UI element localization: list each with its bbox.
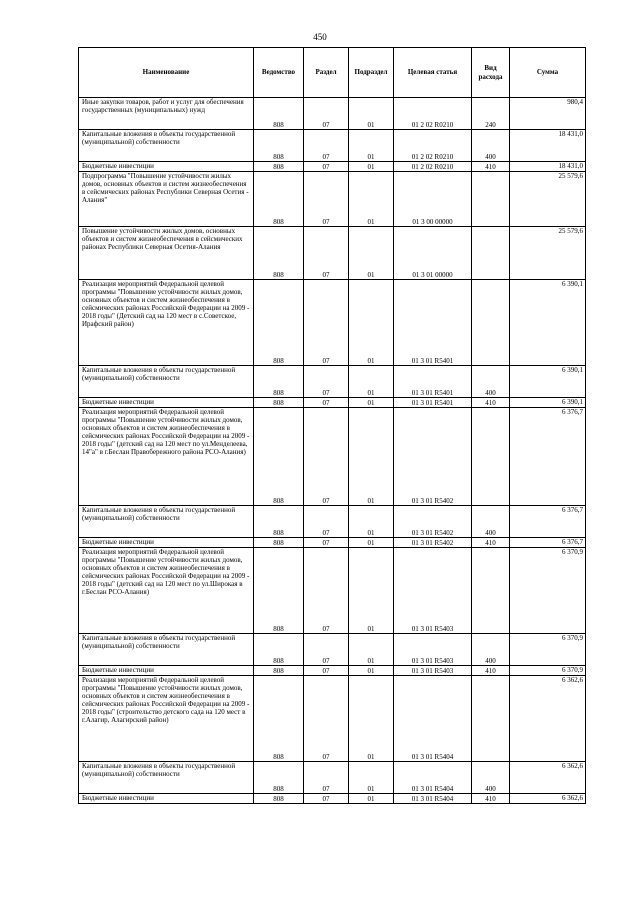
page-number: 450 xyxy=(313,32,327,42)
cell-summa: 6 390,1 xyxy=(510,398,586,408)
cell-razdel: 07 xyxy=(304,762,349,794)
cell-podrazdel: 01 xyxy=(349,634,394,666)
cell-razdel: 07 xyxy=(304,506,349,538)
cell-podrazdel: 01 xyxy=(349,676,394,762)
cell-razdel: 07 xyxy=(304,398,349,408)
cell-tselevaya: 01 3 01 R5403 xyxy=(394,634,472,666)
cell-name: Бюджетные инвестиции xyxy=(79,538,254,548)
cell-razdel: 07 xyxy=(304,162,349,172)
table-row xyxy=(79,398,586,408)
cell-name: Реализация мероприятий Федеральной целевой программы "Повышение устойчивости жилых домов, основных объектов и систем жизнеобеспечения в сейсмических районах Российской Федерации на 2009 - 2018 годы" (строительство детского сада на 120 мест в г.Алагир, Алагирский район) xyxy=(79,676,254,762)
cell-summa: 18 431,0 xyxy=(510,130,586,162)
cell-summa: 6 370,9 xyxy=(510,666,586,676)
cell-name: Подпрограмма "Повышение устойчивости жилых домов, основных объектов и систем жизнеобеспечения в сейсмических районах Республики Северная Осетия - Алания" xyxy=(79,172,254,227)
cell-ved: 808 xyxy=(254,634,304,666)
cell-ved: 808 xyxy=(254,762,304,794)
cell-podrazdel: 01 xyxy=(349,548,394,634)
cell-vid: 410 xyxy=(472,794,510,804)
cell-razdel: 07 xyxy=(304,634,349,666)
cell-razdel: 07 xyxy=(304,172,349,227)
cell-tselevaya: 01 3 01 R5402 xyxy=(394,408,472,506)
cell-tselevaya: 01 3 01 00000 xyxy=(394,227,472,280)
cell-podrazdel: 01 xyxy=(349,227,394,280)
table-row xyxy=(79,676,586,762)
table-row xyxy=(79,98,586,130)
cell-ved: 808 xyxy=(254,506,304,538)
cell-razdel: 07 xyxy=(304,366,349,398)
cell-vid xyxy=(472,676,510,762)
table-row xyxy=(79,280,586,366)
cell-vid: 410 xyxy=(472,398,510,408)
cell-vid: 410 xyxy=(472,666,510,676)
cell-ved: 808 xyxy=(254,666,304,676)
cell-tselevaya: 01 3 01 R5404 xyxy=(394,676,472,762)
cell-name: Реализация мероприятий Федеральной целевой программы "Повышение устойчивости жилых домов, основных объектов и систем жизнеобеспечения в сейсмических районах Российской Федерации на 2009 - 2018 годы" (Детский сад на 120 мест в с.Советское, Ирафский район) xyxy=(79,280,254,366)
cell-name: Бюджетные инвестиции xyxy=(79,794,254,804)
cell-podrazdel: 01 xyxy=(349,408,394,506)
cell-name: Капитальные вложения в объекты государственной (муниципальной) собственности xyxy=(79,762,254,794)
cell-name: Капитальные вложения в объекты государственной (муниципальной) собственности xyxy=(79,366,254,398)
cell-tselevaya: 01 3 01 R5401 xyxy=(394,366,472,398)
cell-tselevaya: 01 2 02 R0210 xyxy=(394,162,472,172)
cell-summa: 6 390,1 xyxy=(510,280,586,366)
table-row xyxy=(79,762,586,794)
cell-podrazdel: 01 xyxy=(349,280,394,366)
cell-summa: 18 431,0 xyxy=(510,162,586,172)
cell-vid: 400 xyxy=(472,634,510,666)
cell-podrazdel: 01 xyxy=(349,794,394,804)
cell-ved: 808 xyxy=(254,408,304,506)
cell-razdel: 07 xyxy=(304,408,349,506)
cell-tselevaya: 01 3 01 R5401 xyxy=(394,398,472,408)
cell-name: Капитальные вложения в объекты государственной (муниципальной) собственности xyxy=(79,634,254,666)
cell-summa: 6 370,9 xyxy=(510,548,586,634)
cell-razdel: 07 xyxy=(304,280,349,366)
cell-name: Бюджетные инвестиции xyxy=(79,666,254,676)
cell-vid: 400 xyxy=(472,762,510,794)
cell-name: Реализация мероприятий Федеральной целевой программы "Повышение устойчивости жилых домов, основных объектов и систем жизнеобеспечения в сейсмических районах Российской Федерации на 2009 - 2018 годы" (детский сад на 120 мест по ул.Менделеева, 14"а" в г.Беслан Правобережного района РСО-Алания) xyxy=(79,408,254,506)
table-header-row xyxy=(79,48,586,98)
cell-vid: 410 xyxy=(472,538,510,548)
cell-tselevaya: 01 2 02 R0210 xyxy=(394,130,472,162)
table-row xyxy=(79,506,586,538)
budget-table xyxy=(78,47,586,804)
cell-summa: 6 376,7 xyxy=(510,408,586,506)
cell-vid: 240 xyxy=(472,98,510,130)
header-tselevaya: Целевая статья xyxy=(394,48,472,98)
cell-ved: 808 xyxy=(254,227,304,280)
table-row xyxy=(79,408,586,506)
cell-vid xyxy=(472,172,510,227)
cell-ved: 808 xyxy=(254,280,304,366)
cell-podrazdel: 01 xyxy=(349,366,394,398)
cell-name: Реализация мероприятий Федеральной целевой программы "Повышение устойчивости жилых домов, основных объектов и систем жизнеобеспечения в сейсмических районах Российской Федерации на 2009 - 2018 годы" (детский сад на 120 мест по ул.Широкая в г.Беслан РСО-Алания) xyxy=(79,548,254,634)
cell-summa: 6 376,7 xyxy=(510,538,586,548)
cell-podrazdel: 01 xyxy=(349,162,394,172)
cell-razdel: 07 xyxy=(304,676,349,762)
cell-summa: 6 362,6 xyxy=(510,762,586,794)
cell-summa: 25 579,6 xyxy=(510,227,586,280)
cell-podrazdel: 01 xyxy=(349,666,394,676)
cell-ved: 808 xyxy=(254,538,304,548)
cell-razdel: 07 xyxy=(304,548,349,634)
table-row xyxy=(79,634,586,666)
cell-ved: 808 xyxy=(254,548,304,634)
cell-tselevaya: 01 3 01 R5402 xyxy=(394,538,472,548)
cell-summa: 6 390,1 xyxy=(510,366,586,398)
cell-name: Повышение устойчивости жилых домов, основных объектов и систем жизнеобеспечения в сейсмических районах Республики Северная Осетия-Алания xyxy=(79,227,254,280)
cell-summa: 25 579,6 xyxy=(510,172,586,227)
cell-vid xyxy=(472,548,510,634)
cell-tselevaya: 01 3 01 R5402 xyxy=(394,506,472,538)
cell-razdel: 07 xyxy=(304,538,349,548)
cell-ved: 808 xyxy=(254,398,304,408)
cell-summa: 6 376,7 xyxy=(510,506,586,538)
cell-razdel: 07 xyxy=(304,794,349,804)
header-ved: Ведомство xyxy=(254,48,304,98)
cell-tselevaya: 01 2 02 R0210 xyxy=(394,98,472,130)
cell-tselevaya: 01 3 01 R5404 xyxy=(394,762,472,794)
cell-summa: 980,4 xyxy=(510,98,586,130)
cell-podrazdel: 01 xyxy=(349,398,394,408)
cell-ved: 808 xyxy=(254,676,304,762)
cell-ved: 808 xyxy=(254,794,304,804)
cell-tselevaya: 01 3 00 00000 xyxy=(394,172,472,227)
cell-name: Бюджетные инвестиции xyxy=(79,162,254,172)
cell-tselevaya: 01 3 01 R5401 xyxy=(394,280,472,366)
header-razdel: Раздел xyxy=(304,48,349,98)
cell-podrazdel: 01 xyxy=(349,762,394,794)
cell-tselevaya: 01 3 01 R5403 xyxy=(394,548,472,634)
cell-podrazdel: 01 xyxy=(349,538,394,548)
header-summa: Сумма xyxy=(510,48,586,98)
table-row xyxy=(79,794,586,804)
cell-name: Капитальные вложения в объекты государственной (муниципальной) собственности xyxy=(79,130,254,162)
cell-summa: 6 362,6 xyxy=(510,676,586,762)
cell-ved: 808 xyxy=(254,366,304,398)
cell-vid: 400 xyxy=(472,130,510,162)
cell-summa: 6 370,9 xyxy=(510,634,586,666)
header-podrazdel: Подраздел xyxy=(349,48,394,98)
cell-name: Иные закупки товаров, работ и услуг для обеспечения государственных (муниципальных) нужд xyxy=(79,98,254,130)
table-row xyxy=(79,548,586,634)
cell-vid xyxy=(472,408,510,506)
header-name: Наименование xyxy=(79,48,254,98)
cell-name: Бюджетные инвестиции xyxy=(79,398,254,408)
cell-podrazdel: 01 xyxy=(349,130,394,162)
cell-ved: 808 xyxy=(254,172,304,227)
cell-podrazdel: 01 xyxy=(349,506,394,538)
table-row xyxy=(79,366,586,398)
cell-razdel: 07 xyxy=(304,130,349,162)
cell-tselevaya: 01 3 01 R5403 xyxy=(394,666,472,676)
table-row xyxy=(79,538,586,548)
header-vid: Вид расхода xyxy=(472,48,510,98)
cell-vid xyxy=(472,280,510,366)
table-row xyxy=(79,666,586,676)
cell-podrazdel: 01 xyxy=(349,172,394,227)
table-row xyxy=(79,130,586,162)
cell-vid: 400 xyxy=(472,366,510,398)
table-row xyxy=(79,172,586,227)
cell-vid: 400 xyxy=(472,506,510,538)
cell-vid: 410 xyxy=(472,162,510,172)
cell-ved: 808 xyxy=(254,130,304,162)
table-row xyxy=(79,162,586,172)
cell-ved: 808 xyxy=(254,162,304,172)
cell-tselevaya: 01 3 01 R5404 xyxy=(394,794,472,804)
cell-name: Капитальные вложения в объекты государственной (муниципальной) собственности xyxy=(79,506,254,538)
cell-podrazdel: 01 xyxy=(349,98,394,130)
cell-vid xyxy=(472,227,510,280)
table-row xyxy=(79,227,586,280)
cell-ved: 808 xyxy=(254,98,304,130)
cell-razdel: 07 xyxy=(304,98,349,130)
cell-razdel: 07 xyxy=(304,666,349,676)
cell-razdel: 07 xyxy=(304,227,349,280)
cell-summa: 6 362,6 xyxy=(510,794,586,804)
